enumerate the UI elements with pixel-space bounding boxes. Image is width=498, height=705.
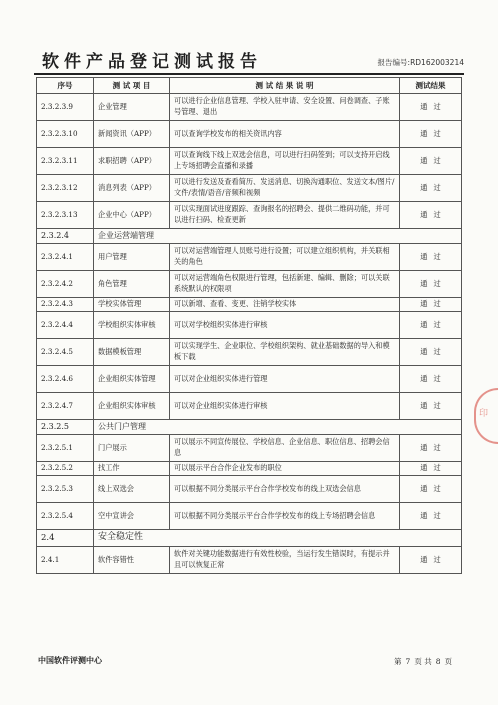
table-row: [37, 476, 462, 503]
row-description: 可以查询线下线上双选会信息，可以进行扫码签到；可以支持开启线上专场招聘会直播和录播: [170, 148, 400, 175]
column-header-description: 测 试 结 果 说 明: [170, 78, 400, 94]
table-row: [37, 121, 462, 148]
page-mid: 页 共: [414, 657, 432, 666]
row-test-item: 学校实体管理: [94, 298, 170, 312]
footer-org: 中国软件评测中心: [38, 656, 102, 665]
row-result: 通过: [400, 298, 462, 312]
row-test-item: 找工作: [94, 462, 170, 476]
table-header-row: [37, 78, 462, 94]
table-body: [37, 94, 462, 574]
row-test-item: 企业中心（APP）: [94, 202, 170, 229]
row-description: 可以根据不同分类展示平台合作学校发布的线上双选会信息: [170, 476, 400, 503]
section-title: 企业运营端管理: [94, 229, 462, 244]
row-result: 通过: [400, 476, 462, 503]
row-number: 2.3.2.5.4: [37, 503, 94, 530]
row-number: 2.3.2.4.2: [37, 271, 94, 298]
table-row: [37, 271, 462, 298]
row-description: 可以对运营端角色权限进行管理，包括新建、编辑、删除；可以关联系统默认的权限项: [170, 271, 400, 298]
row-test-item: 线上双选会: [94, 476, 170, 503]
table-row: [37, 462, 462, 476]
row-number: 2.3.2.4.3: [37, 298, 94, 312]
row-number: 2.3.2.3.13: [37, 202, 94, 229]
row-number: 2.3.2.4.7: [37, 393, 94, 420]
row-number: 2.3.2.3.10: [37, 121, 94, 148]
row-test-item: 空中宣讲会: [94, 503, 170, 530]
row-result: 通过: [400, 202, 462, 229]
row-number: 2.3.2.4.4: [37, 312, 94, 339]
row-test-item: 用户管理: [94, 244, 170, 271]
table-row: [37, 547, 462, 574]
table-row: [37, 148, 462, 175]
row-description: 可以对学校组织实体进行审核: [170, 312, 400, 339]
report-title: 软件产品登记测试报告: [42, 52, 262, 72]
row-number: 2.3.2.5.3: [37, 476, 94, 503]
table-row: [37, 435, 462, 462]
row-result: 通过: [400, 175, 462, 202]
report-number-label: 报告编号:: [377, 58, 411, 67]
page-total: 8: [435, 657, 441, 666]
page-current: 7: [405, 657, 411, 666]
row-description: 可以对企业组织实体进行审核: [170, 393, 400, 420]
row-description: 软件对关键功能数据进行有效性校验，当运行发生错误时，有提示并且可以恢复正常: [170, 547, 400, 574]
row-result: 通过: [400, 366, 462, 393]
row-result: 通过: [400, 339, 462, 366]
row-result: 通过: [400, 121, 462, 148]
row-description: 可以新增、查看、变更、注销学校实体: [170, 298, 400, 312]
row-number: 2.3.2.5.1: [37, 435, 94, 462]
row-description: 可以查询学校发布的相关资讯内容: [170, 121, 400, 148]
row-result: 通过: [400, 244, 462, 271]
row-description: 可以展示不同宣传展位、学校信息、企业信息、职位信息、招聘会信息: [170, 435, 400, 462]
section-title: 公共门户管理: [94, 420, 462, 435]
row-result: 通过: [400, 503, 462, 530]
row-description: 可以进行发送及查看简历、发送消息、切换沟通职位、发送文本/图片/文件/表情/语音/音频和视频: [170, 175, 400, 202]
section-title: 安全稳定性: [94, 530, 462, 547]
row-number: 2.3.2.3.12: [37, 175, 94, 202]
row-result: 通过: [400, 271, 462, 298]
row-description: 可以展示平台合作企业发布的职位: [170, 462, 400, 476]
row-description: 可以实现面试进度跟踪、查询报名的招聘会、提供二维码功能，并可以进行扫码、检查更新: [170, 202, 400, 229]
row-test-item: 求职招聘（APP）: [94, 148, 170, 175]
table-row: [37, 175, 462, 202]
row-description: 可以进行企业信息管理、学校入驻申请、安全设置、问卷调查、子账号管理、退出: [170, 94, 400, 121]
section-number: 2.4: [37, 530, 94, 547]
row-test-item: 新闻资讯（APP）: [94, 121, 170, 148]
section-number: 2.3.2.4: [37, 229, 94, 244]
row-test-item: 企业组织实体管理: [94, 366, 170, 393]
table-row: [37, 366, 462, 393]
page-indicator: [392, 656, 454, 667]
column-header-item: 测 试 项 目: [94, 78, 170, 94]
table-row: [37, 393, 462, 420]
row-result: 通过: [400, 547, 462, 574]
row-result: 通过: [400, 148, 462, 175]
row-description: 可以实现学生、企业职位、学校组织架构、就业基础数据的导入和模板下载: [170, 339, 400, 366]
row-test-item: 学校组织实体审核: [94, 312, 170, 339]
table-row: [37, 298, 462, 312]
page-prefix: 第: [394, 657, 402, 666]
table-row: [37, 202, 462, 229]
row-result: 通过: [400, 94, 462, 121]
row-description: 可以对运营端管理人员账号进行设置；可以建立组织机构，并关联相关的角色: [170, 244, 400, 271]
row-test-item: 企业管理: [94, 94, 170, 121]
row-number: 2.3.2.5.2: [37, 462, 94, 476]
row-test-item: 消息列表（APP）: [94, 175, 170, 202]
row-test-item: 角色管理: [94, 271, 170, 298]
row-number: 2.3.2.3.9: [37, 94, 94, 121]
row-test-item: 企业组织实体审核: [94, 393, 170, 420]
section-number: 2.3.2.5: [37, 420, 94, 435]
table-row: [37, 503, 462, 530]
column-header-no: 序号: [37, 78, 94, 94]
test-results-table: [36, 77, 462, 574]
row-test-item: 门户展示: [94, 435, 170, 462]
section-row: [37, 229, 462, 244]
section-row: [37, 420, 462, 435]
row-test-item: 数据模板管理: [94, 339, 170, 366]
table-row: [37, 312, 462, 339]
row-result: 通过: [400, 312, 462, 339]
row-result: 通过: [400, 393, 462, 420]
row-number: 2.3.2.4.5: [37, 339, 94, 366]
row-number: 2.3.2.4.1: [37, 244, 94, 271]
table-row: [37, 94, 462, 121]
column-header-result: 测试结果: [400, 78, 462, 94]
report-number: [378, 57, 464, 68]
seal-stamp-fragment: 印: [474, 388, 498, 444]
table-row: [37, 244, 462, 271]
row-description: 可以根据不同分类展示平台合作学校发布的线上专场招聘会信息: [170, 503, 400, 530]
header-rule: [34, 73, 464, 75]
section-row: [37, 530, 462, 547]
row-number: 2.3.2.4.6: [37, 366, 94, 393]
row-test-item: 软件容错性: [94, 547, 170, 574]
report-number-value: RD162003214: [410, 58, 464, 67]
row-description: 可以对企业组织实体进行管理: [170, 366, 400, 393]
table-row: [37, 339, 462, 366]
row-number: 2.4.1: [37, 547, 94, 574]
row-result: 通过: [400, 435, 462, 462]
row-number: 2.3.2.3.11: [37, 148, 94, 175]
row-result: 通过: [400, 462, 462, 476]
page-suffix: 页: [444, 657, 452, 666]
